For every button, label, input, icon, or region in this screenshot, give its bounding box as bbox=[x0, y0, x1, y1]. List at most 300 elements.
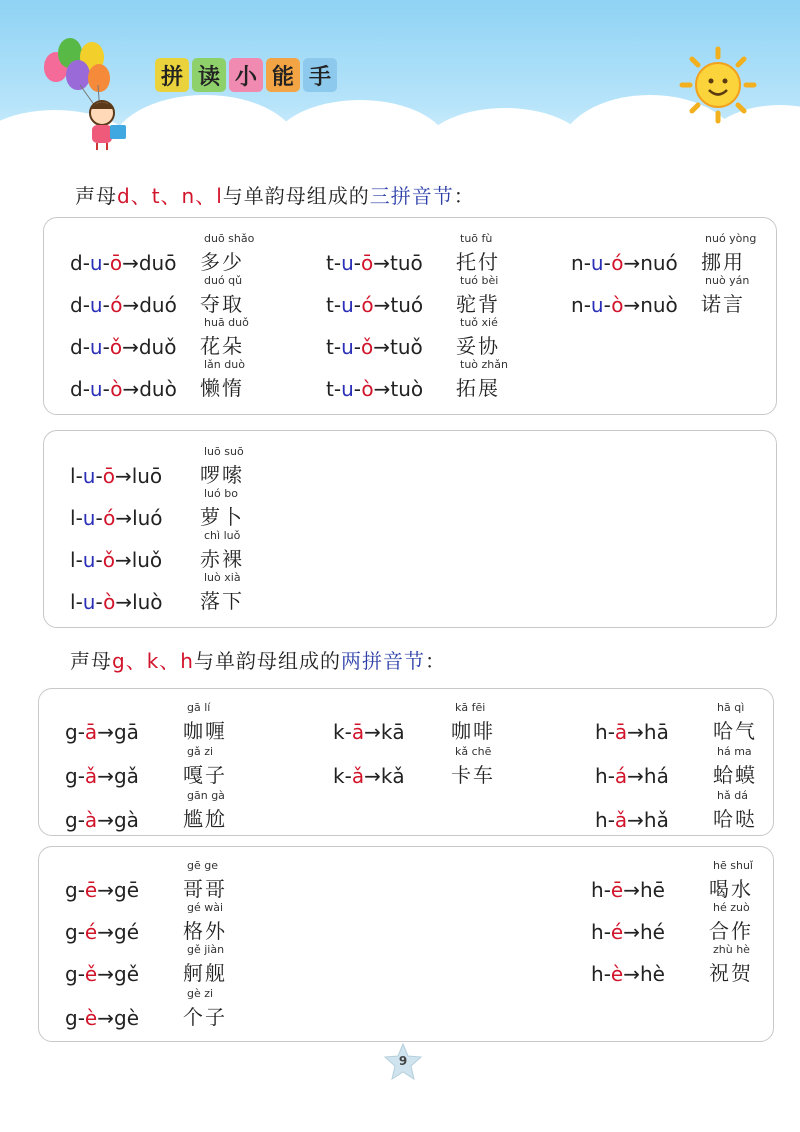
word-hanzi: 懒惰 bbox=[200, 376, 244, 400]
syllable-row bbox=[70, 529, 244, 572]
word-pinyin: hā qì bbox=[717, 701, 745, 714]
example-word bbox=[183, 943, 227, 986]
title-char: 能 bbox=[266, 58, 300, 92]
initial: d bbox=[70, 251, 83, 275]
word-pinyin: zhù hè bbox=[713, 943, 750, 956]
word-hanzi: 萝卜 bbox=[200, 505, 244, 529]
result-syllable: →gè bbox=[97, 1006, 139, 1030]
word-pinyin: hé zuò bbox=[713, 901, 750, 914]
example-word bbox=[456, 316, 500, 359]
title-char: 小 bbox=[229, 58, 263, 92]
header-sky bbox=[0, 0, 800, 150]
hyphen: - bbox=[82, 377, 90, 401]
word-pinyin: gān gà bbox=[187, 789, 225, 802]
word-hanzi: 咖喱 bbox=[183, 719, 227, 743]
spelling-formula bbox=[326, 293, 456, 317]
hyphen: - bbox=[333, 335, 342, 359]
word-pinyin: duó qǔ bbox=[204, 274, 243, 287]
vowel: ó bbox=[110, 293, 123, 317]
spelling-formula bbox=[65, 764, 183, 788]
word-hanzi: 合作 bbox=[709, 919, 753, 943]
hyphen: - bbox=[603, 293, 612, 317]
medial-u: u bbox=[590, 251, 604, 275]
example-word bbox=[200, 445, 244, 488]
word-hanzi: 驼背 bbox=[456, 292, 500, 316]
spelling-formula bbox=[571, 293, 701, 317]
syllable-row bbox=[591, 943, 753, 986]
result-syllable: →tuò bbox=[373, 377, 424, 401]
title-char: 读 bbox=[192, 58, 226, 92]
word-pinyin: gè zi bbox=[187, 987, 214, 1000]
medial-u: u bbox=[82, 464, 96, 488]
vowel: ǒ bbox=[360, 335, 374, 359]
heading-initials: d、t、n、l bbox=[117, 184, 223, 208]
spelling-formula bbox=[571, 251, 701, 275]
initial: g bbox=[65, 920, 78, 944]
spelling-formula bbox=[65, 720, 183, 744]
example-word bbox=[456, 232, 500, 275]
title-char: 手 bbox=[303, 58, 337, 92]
initial: d bbox=[70, 293, 83, 317]
hyphen: - bbox=[77, 808, 85, 832]
syllable-row bbox=[70, 358, 245, 401]
word-pinyin: hē shuǐ bbox=[713, 859, 753, 872]
spelling-formula bbox=[70, 251, 200, 275]
initial: h bbox=[591, 962, 604, 986]
spelling-formula bbox=[591, 920, 709, 944]
vowel: ā bbox=[351, 720, 365, 744]
word-pinyin: duō shǎo bbox=[204, 232, 255, 245]
spelling-formula bbox=[595, 720, 713, 744]
word-pinyin: nuó yòng bbox=[705, 232, 757, 245]
word-pinyin: kā fēi bbox=[455, 701, 486, 714]
hyphen: - bbox=[77, 878, 85, 902]
example-word bbox=[183, 987, 227, 1030]
word-pinyin: tuō fù bbox=[460, 232, 493, 245]
result-syllable: →hē bbox=[623, 878, 665, 902]
vowel: ó bbox=[103, 506, 116, 530]
vowel: ó bbox=[361, 293, 374, 317]
hyphen: - bbox=[333, 293, 342, 317]
example-word bbox=[451, 745, 495, 788]
heading-colon: ： bbox=[424, 649, 446, 673]
vowel: ǒ bbox=[102, 548, 115, 572]
example-word bbox=[713, 701, 757, 744]
vowel: ò bbox=[361, 377, 374, 401]
word-hanzi: 咖啡 bbox=[451, 719, 495, 743]
example-word bbox=[456, 358, 508, 401]
hyphen: - bbox=[77, 1006, 85, 1030]
result-syllable: →hè bbox=[623, 962, 665, 986]
example-word bbox=[200, 232, 254, 275]
hyphen: - bbox=[344, 720, 352, 744]
vowel: ǒ bbox=[109, 335, 123, 359]
example-word bbox=[200, 487, 244, 530]
heading-text: 声母 bbox=[70, 649, 112, 673]
initial: h bbox=[591, 878, 604, 902]
medial-u: u bbox=[89, 251, 103, 275]
vowel: ō bbox=[109, 251, 123, 275]
vowel: ǎ bbox=[614, 808, 628, 832]
vowel: ò bbox=[110, 377, 123, 401]
hyphen: - bbox=[77, 920, 85, 944]
hyphen: - bbox=[102, 377, 111, 401]
syllable-row bbox=[70, 316, 249, 359]
hyphen: - bbox=[353, 293, 362, 317]
syllable-row bbox=[70, 445, 244, 488]
initial: g bbox=[65, 878, 78, 902]
hyphen: - bbox=[583, 251, 591, 275]
syllable-row bbox=[65, 701, 227, 744]
girl-icon bbox=[70, 85, 140, 150]
hyphen: - bbox=[77, 962, 85, 986]
initial: t bbox=[326, 251, 334, 275]
word-hanzi: 嘎子 bbox=[183, 763, 227, 787]
vowel: ò bbox=[103, 590, 116, 614]
spelling-formula bbox=[70, 590, 200, 614]
vowel: à bbox=[84, 808, 98, 832]
medial-u: u bbox=[341, 377, 354, 401]
initial: h bbox=[595, 808, 608, 832]
word-hanzi: 哥哥 bbox=[183, 877, 227, 901]
syllable-row bbox=[65, 859, 227, 902]
example-word bbox=[451, 701, 495, 744]
word-hanzi: 多少 bbox=[200, 250, 244, 274]
initial: t bbox=[326, 293, 334, 317]
word-hanzi: 卡车 bbox=[451, 763, 495, 787]
initial: g bbox=[65, 1006, 78, 1030]
word-hanzi: 拓展 bbox=[456, 376, 500, 400]
result-syllable: →duò bbox=[122, 377, 177, 401]
word-hanzi: 祝贺 bbox=[709, 961, 753, 985]
vowel: ó bbox=[611, 251, 624, 275]
spelling-formula bbox=[591, 878, 709, 902]
result-syllable: →gā bbox=[97, 720, 139, 744]
example-word bbox=[200, 274, 244, 317]
heading-text: 与单韵母组成的 bbox=[193, 649, 341, 673]
hyphen: - bbox=[333, 251, 342, 275]
spelling-formula bbox=[70, 548, 200, 572]
hyphen: - bbox=[603, 920, 611, 944]
spelling-formula bbox=[70, 335, 200, 359]
initial: h bbox=[595, 720, 608, 744]
medial-u: u bbox=[89, 377, 103, 401]
syllable-row bbox=[333, 745, 495, 788]
word-hanzi: 挪用 bbox=[701, 250, 745, 274]
hyphen: - bbox=[77, 764, 85, 788]
vowel: ā bbox=[614, 720, 628, 744]
syllable-row bbox=[70, 232, 254, 275]
hyphen: - bbox=[75, 548, 83, 572]
medial-u: u bbox=[590, 293, 604, 317]
result-syllable: →gé bbox=[97, 920, 139, 944]
initial: g bbox=[65, 720, 78, 744]
hyphen: - bbox=[82, 293, 90, 317]
medial-u: u bbox=[341, 335, 354, 359]
vowel: ā bbox=[84, 720, 98, 744]
hyphen: - bbox=[603, 251, 612, 275]
word-hanzi: 啰嗦 bbox=[200, 463, 244, 487]
spelling-formula bbox=[65, 962, 183, 986]
example-word bbox=[709, 943, 753, 986]
initial: g bbox=[65, 764, 78, 788]
initial: l bbox=[70, 548, 76, 572]
example-word bbox=[713, 789, 757, 832]
word-hanzi: 花朵 bbox=[200, 334, 244, 358]
syllable-row bbox=[65, 789, 227, 832]
initial: k bbox=[333, 720, 345, 744]
medial-u: u bbox=[89, 293, 103, 317]
syllable-row bbox=[326, 316, 500, 359]
word-hanzi: 落下 bbox=[200, 589, 244, 613]
syllable-box-l bbox=[43, 430, 777, 628]
vowel: ǎ bbox=[84, 764, 98, 788]
word-hanzi: 喝水 bbox=[709, 877, 753, 901]
hyphen: - bbox=[353, 377, 362, 401]
result-syllable: →gà bbox=[97, 808, 139, 832]
vowel: ě bbox=[84, 962, 98, 986]
vowel: é bbox=[84, 920, 98, 944]
word-pinyin: luō suō bbox=[204, 445, 244, 458]
syllable-row bbox=[65, 745, 227, 788]
example-word bbox=[456, 274, 500, 317]
initial: l bbox=[70, 590, 76, 614]
vowel: á bbox=[614, 764, 628, 788]
hyphen: - bbox=[607, 720, 615, 744]
word-pinyin: luó bo bbox=[204, 487, 238, 500]
vowel: ǎ bbox=[351, 764, 365, 788]
heading-syllable-type: 三拼音节 bbox=[369, 184, 454, 208]
hyphen: - bbox=[95, 590, 104, 614]
word-pinyin: luò xià bbox=[204, 571, 241, 584]
spelling-formula bbox=[591, 962, 709, 986]
hyphen: - bbox=[95, 548, 103, 572]
syllable-row bbox=[70, 487, 244, 530]
spelling-formula bbox=[65, 878, 183, 902]
syllable-row bbox=[70, 571, 244, 614]
spelling-formula bbox=[595, 764, 713, 788]
hyphen: - bbox=[75, 590, 83, 614]
spelling-formula bbox=[65, 920, 183, 944]
word-hanzi: 妥协 bbox=[456, 334, 500, 358]
heading-text: 声母 bbox=[75, 184, 117, 208]
initial: g bbox=[65, 962, 78, 986]
hyphen: - bbox=[603, 878, 611, 902]
vowel: ō bbox=[102, 464, 115, 488]
word-pinyin: tuò zhǎn bbox=[460, 358, 508, 371]
word-hanzi: 托付 bbox=[456, 250, 500, 274]
word-hanzi: 赤裸 bbox=[200, 547, 244, 571]
syllable-box-dtn bbox=[43, 217, 777, 415]
word-pinyin: tuó bèi bbox=[460, 274, 499, 287]
word-hanzi: 夺取 bbox=[200, 292, 244, 316]
spelling-formula bbox=[326, 377, 456, 401]
syllable-row bbox=[65, 943, 227, 986]
page-number-text: 9 bbox=[398, 1054, 408, 1068]
example-word bbox=[709, 901, 753, 944]
word-pinyin: tuǒ xié bbox=[460, 316, 498, 329]
syllable-row bbox=[65, 901, 227, 944]
result-syllable: →kā bbox=[364, 720, 405, 744]
example-word bbox=[200, 358, 245, 401]
word-hanzi: 蛤蟆 bbox=[713, 763, 757, 787]
result-syllable: →nuó bbox=[623, 251, 678, 275]
word-hanzi: 哈哒 bbox=[713, 807, 757, 831]
page-title bbox=[155, 58, 337, 92]
initial: k bbox=[333, 764, 345, 788]
result-syllable: →hǎ bbox=[627, 808, 669, 832]
heading-colon: ： bbox=[453, 184, 475, 208]
spelling-formula bbox=[65, 808, 183, 832]
word-hanzi: 个子 bbox=[183, 1005, 227, 1029]
word-pinyin: há ma bbox=[717, 745, 752, 758]
syllable-row bbox=[595, 701, 757, 744]
word-pinyin: chì luǒ bbox=[204, 529, 241, 542]
spelling-formula bbox=[333, 764, 451, 788]
syllable-row bbox=[70, 274, 244, 317]
initial: t bbox=[326, 377, 334, 401]
syllable-row bbox=[595, 745, 757, 788]
example-word bbox=[183, 701, 227, 744]
syllable-row bbox=[326, 232, 500, 275]
initial: n bbox=[571, 251, 584, 275]
word-pinyin: gā lí bbox=[187, 701, 211, 714]
syllable-row bbox=[326, 358, 508, 401]
hyphen: - bbox=[95, 464, 103, 488]
syllable-row bbox=[591, 901, 753, 944]
word-pinyin: gě jiàn bbox=[187, 943, 225, 956]
spelling-formula bbox=[70, 464, 200, 488]
hyphen: - bbox=[607, 764, 615, 788]
spelling-formula bbox=[595, 808, 713, 832]
spelling-formula bbox=[70, 377, 200, 401]
result-syllable: →nuò bbox=[623, 293, 678, 317]
example-word bbox=[183, 859, 227, 902]
vowel: ē bbox=[610, 878, 624, 902]
word-hanzi: 尴尬 bbox=[183, 807, 227, 831]
hyphen: - bbox=[102, 293, 111, 317]
hyphen: - bbox=[603, 962, 611, 986]
medial-u: u bbox=[82, 506, 96, 530]
word-hanzi: 舸舰 bbox=[183, 961, 227, 985]
example-word bbox=[200, 316, 249, 359]
hyphen: - bbox=[82, 335, 90, 359]
syllable-row bbox=[326, 274, 500, 317]
syllable-box-gkh-a bbox=[38, 688, 774, 836]
hyphen: - bbox=[583, 293, 591, 317]
result-syllable: →há bbox=[627, 764, 669, 788]
word-hanzi: 格外 bbox=[183, 919, 227, 943]
syllable-row bbox=[571, 232, 756, 275]
result-syllable: →luó bbox=[115, 506, 163, 530]
page-number bbox=[383, 1042, 423, 1082]
initial: l bbox=[70, 464, 76, 488]
heading-syllable-type: 两拼音节 bbox=[340, 649, 425, 673]
vowel: è bbox=[84, 1006, 98, 1030]
word-pinyin: gé wài bbox=[187, 901, 224, 914]
word-pinyin: lǎn duò bbox=[204, 358, 245, 371]
spelling-formula bbox=[326, 335, 456, 359]
section2-heading bbox=[70, 645, 446, 674]
spelling-formula bbox=[326, 251, 456, 275]
hyphen: - bbox=[102, 251, 110, 275]
word-pinyin: kǎ chē bbox=[455, 745, 492, 758]
heading-initials: g、k、h bbox=[112, 649, 194, 673]
result-syllable: →tuō bbox=[373, 251, 423, 275]
title-char: 拼 bbox=[155, 58, 189, 92]
example-word bbox=[200, 529, 244, 572]
hyphen: - bbox=[77, 720, 85, 744]
result-syllable: →luò bbox=[115, 590, 163, 614]
syllable-row bbox=[571, 274, 749, 317]
syllable-row bbox=[591, 859, 753, 902]
vowel: ē bbox=[84, 878, 98, 902]
result-syllable: →duǒ bbox=[122, 335, 177, 359]
initial: t bbox=[326, 335, 334, 359]
hyphen: - bbox=[75, 464, 83, 488]
example-word bbox=[183, 901, 227, 944]
example-word bbox=[183, 789, 227, 832]
spelling-formula bbox=[65, 1006, 183, 1030]
heading-text: 与单韵母组成的 bbox=[222, 184, 370, 208]
syllable-row bbox=[65, 987, 227, 1030]
hyphen: - bbox=[353, 335, 361, 359]
example-word bbox=[713, 745, 757, 788]
result-syllable: →duō bbox=[122, 251, 177, 275]
result-syllable: →gē bbox=[97, 878, 139, 902]
spelling-formula bbox=[70, 293, 200, 317]
initial: d bbox=[70, 377, 83, 401]
sun-icon bbox=[678, 45, 758, 125]
hyphen: - bbox=[95, 506, 104, 530]
result-syllable: →luō bbox=[114, 464, 163, 488]
vowel: è bbox=[610, 962, 624, 986]
result-syllable: →gě bbox=[97, 962, 139, 986]
word-pinyin: gē ge bbox=[187, 859, 218, 872]
hyphen: - bbox=[102, 335, 110, 359]
medial-u: u bbox=[341, 293, 354, 317]
example-word bbox=[701, 232, 756, 275]
syllable-box-gh-e bbox=[38, 846, 774, 1042]
result-syllable: →duó bbox=[122, 293, 177, 317]
example-word bbox=[701, 274, 749, 317]
initial: d bbox=[70, 335, 83, 359]
hyphen: - bbox=[82, 251, 90, 275]
medial-u: u bbox=[82, 590, 96, 614]
word-pinyin: gǎ zi bbox=[187, 745, 214, 758]
hyphen: - bbox=[344, 764, 352, 788]
result-syllable: →gǎ bbox=[97, 764, 139, 788]
initial: h bbox=[595, 764, 608, 788]
hyphen: - bbox=[75, 506, 83, 530]
example-word bbox=[200, 571, 244, 614]
word-hanzi: 哈气 bbox=[713, 719, 757, 743]
vowel: ō bbox=[360, 251, 374, 275]
spelling-formula bbox=[333, 720, 451, 744]
initial: g bbox=[65, 808, 78, 832]
hyphen: - bbox=[333, 377, 342, 401]
result-syllable: →tuó bbox=[373, 293, 424, 317]
word-pinyin: nuò yán bbox=[705, 274, 750, 287]
initial: l bbox=[70, 506, 76, 530]
word-pinyin: hǎ dá bbox=[717, 789, 748, 802]
medial-u: u bbox=[341, 251, 354, 275]
result-syllable: →hā bbox=[627, 720, 669, 744]
example-word bbox=[183, 745, 227, 788]
example-word bbox=[709, 859, 753, 902]
result-syllable: →kǎ bbox=[364, 764, 405, 788]
initial: n bbox=[571, 293, 584, 317]
